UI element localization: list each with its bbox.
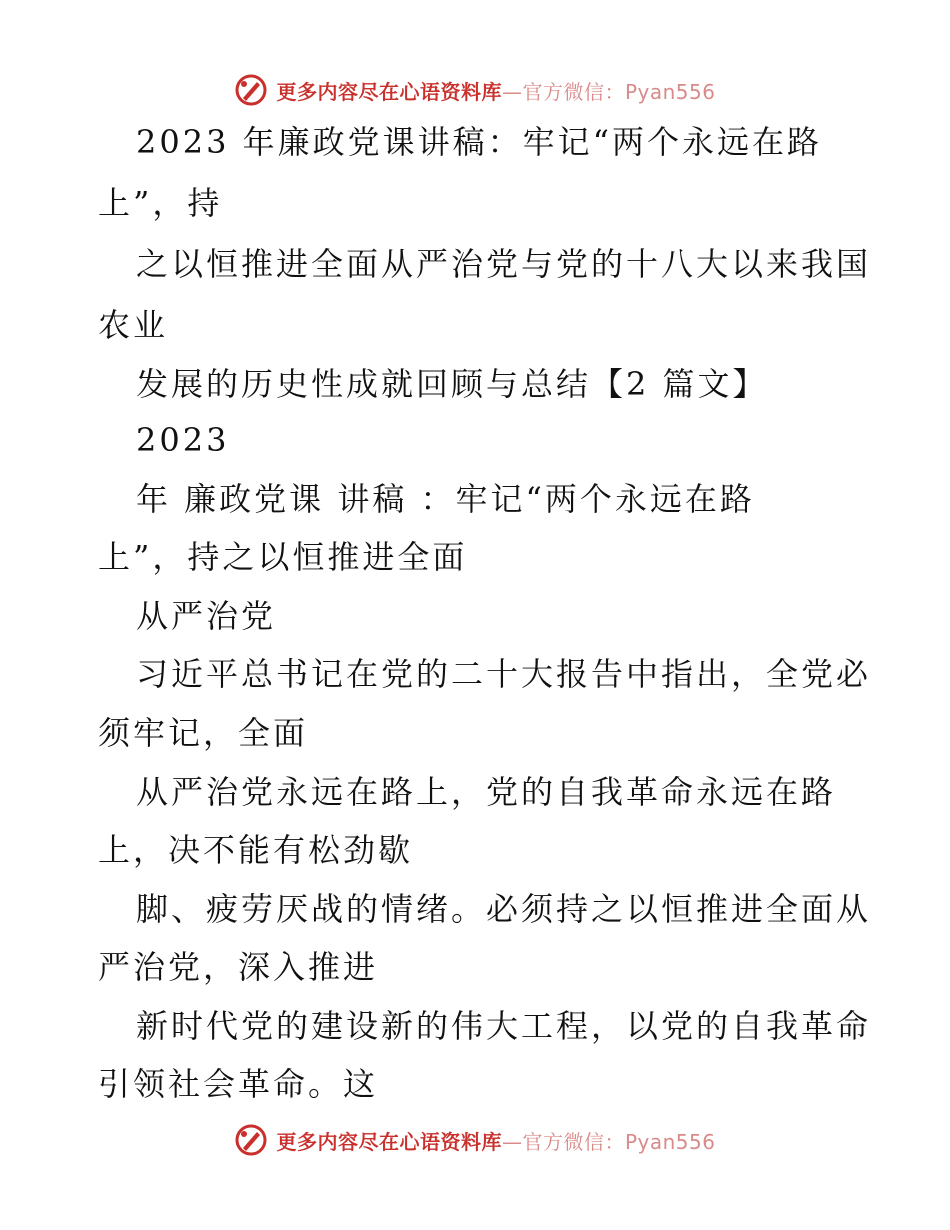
banner-text-rest: —官方微信：Pyan556 [501, 79, 716, 104]
footer-banner [0, 1120, 950, 1160]
doc-line: 从严治党永远在路上，党的自我革命永远在路 [136, 773, 837, 811]
doc-line: 脚、疲劳厌战的情绪。必须持之以恒推进全面从 [136, 890, 872, 928]
banner-text [276, 76, 715, 105]
doc-line: 2023 [136, 421, 230, 459]
banner-text [276, 1126, 715, 1155]
doc-line: 严治党，深入推进 [98, 948, 379, 986]
doc-line: 习近平总书记在党的二十大报告中指出，全党必 [136, 655, 872, 693]
banner-text-strong: 更多内容尽在心语资料库 [276, 1129, 502, 1154]
doc-line: 年 廉政党课 讲稿 ：牢记“两个永远在路 [136, 480, 755, 518]
doc-line: 新时代党的建设新的伟大工程，以党的自我革命 [136, 1007, 872, 1045]
banner-text-strong: 更多内容尽在心语资料库 [276, 79, 502, 104]
header-banner [0, 70, 950, 110]
doc-line: 上”，持之以恒推进全面 [98, 538, 468, 576]
pen-leaf-logo-icon [234, 1123, 268, 1157]
pen-leaf-logo-icon [234, 73, 268, 107]
doc-line: 上，决不能有松劲歇 [98, 831, 414, 869]
banner-text-rest: —官方微信：Pyan556 [501, 1129, 716, 1154]
doc-line: 引领社会革命。这 [98, 1065, 379, 1103]
doc-line: 从严治党 [136, 597, 277, 635]
doc-line: 上”，持 [98, 184, 223, 222]
doc-line: 2023 年廉政党课讲稿：牢记“两个永远在路 [136, 123, 822, 161]
doc-line: 发展的历史性成就回顾与总结【2 篇文】 [136, 365, 768, 403]
doc-line: 农业 [98, 306, 169, 344]
doc-line: 须牢记，全面 [98, 714, 309, 752]
doc-line: 之以恒推进全面从严治党与党的十八大以来我国 [136, 245, 872, 283]
